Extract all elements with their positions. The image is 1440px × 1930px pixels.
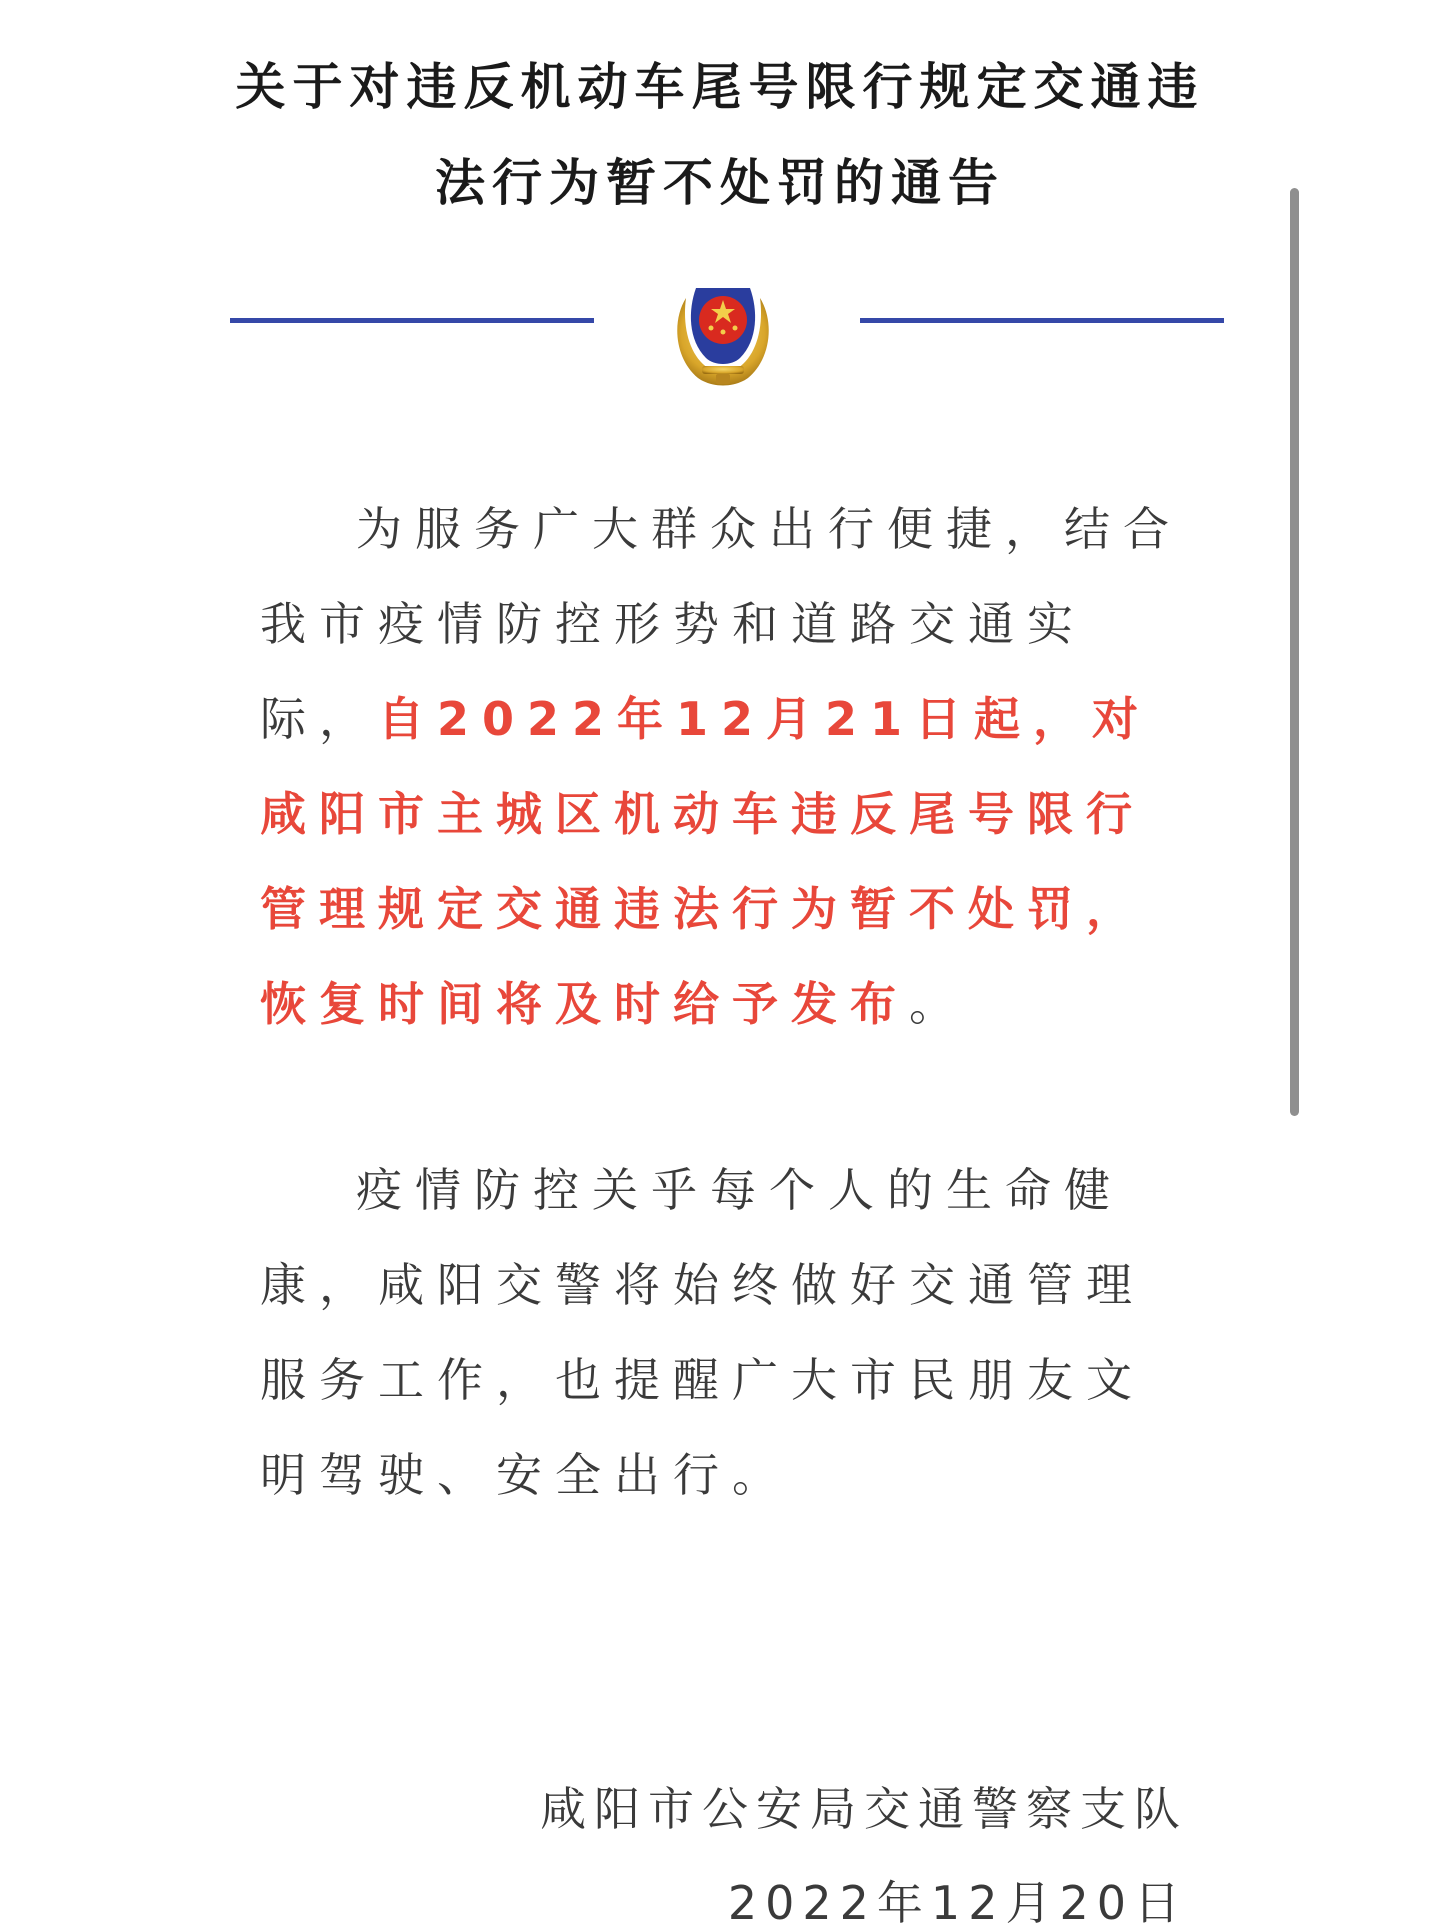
article-title-line2: 法行为暂不处罚的通告: [435, 154, 1005, 212]
paragraph-reminder-text: 疫情防控关乎每个人的生命健康，咸阳交警将始终做好交通管理服务工作，也提醒广大市民朋友文明驾驶、安全出行。: [260, 1163, 1145, 1502]
signature-date: 2022年12月20日: [727, 1876, 1188, 1930]
article-title-line1: 关于对违反机动车尾号限行规定交通违: [235, 58, 1205, 116]
paragraph-reminder: [260, 1143, 1200, 1523]
signature-organization: 咸阳市公安局交通警察支队: [540, 1782, 1188, 1836]
paragraph-ending: 。: [909, 977, 968, 1031]
divider-right: [860, 318, 1224, 323]
paragraph-normal-text: 为服务广大群众出行便捷，结合我市疫情防控形势和道路交通实际，: [260, 502, 1182, 746]
scrollbar-thumb[interactable]: [1290, 188, 1299, 1116]
divider-left: [230, 318, 594, 323]
paragraph-notice: [260, 482, 1200, 1052]
paragraph-highlight-text: 自2022年12月21日起，对咸阳市主城区机动车违反尾号限行管理规定交通违法行为暂不处罚，恢复时间将及时给予发布: [260, 692, 1152, 1031]
police-emblem-icon: [668, 270, 778, 394]
